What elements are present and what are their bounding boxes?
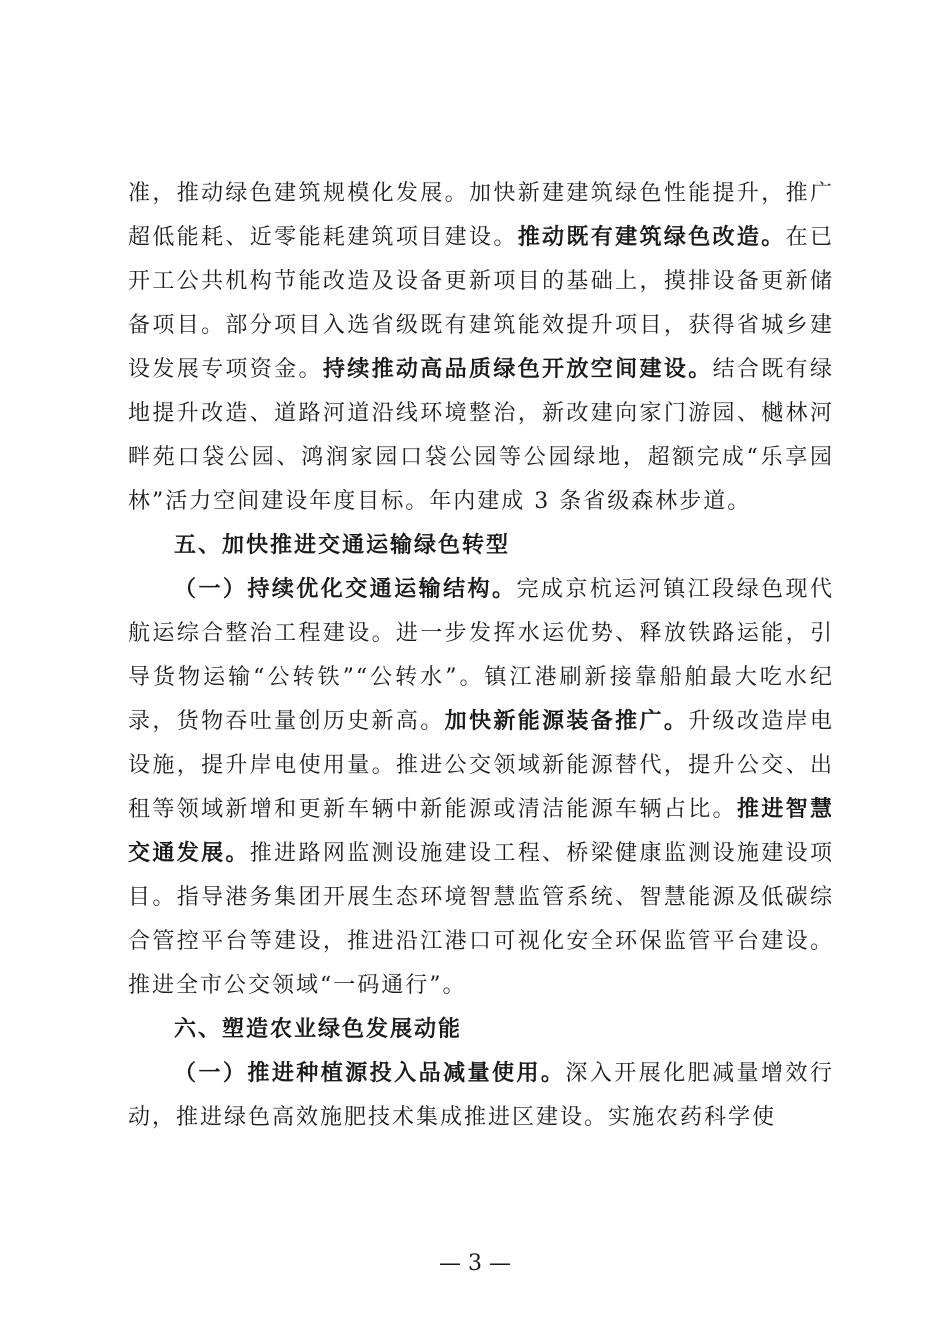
paragraph-emphasis: （一）推进种植源投入品减量使用。 [174,1061,566,1086]
paragraph-emphasis: 加快新能源装备推广。 [444,709,689,734]
section-heading-transport: 五、加快推进交通运输绿色转型 [174,533,511,558]
paragraph-text: 升级改造岸电设施，提升岸电使用量。推进公交领域新能源替代，提升公交、出租等领域新增和更新车辆中新能源或清洁能源车辆占比。 [128,709,834,822]
paragraph-emphasis: 推动既有建筑绿色改造。 [517,225,786,250]
paragraph-transport [128,568,834,1008]
paragraph-text: 完成京杭运河镇江段绿色现代航运综合整治工程建设。进一步发挥水运优势、释放铁路运能，引导货物运输“公转铁”“公转水”。镇江港刷新接靠船舶最大吃水纪录，货物吞吐量创历史新高。 [128,577,834,734]
paragraph-green-buildings [128,172,834,524]
section-heading-agriculture: 六、塑造农业绿色发展动能 [174,1017,463,1042]
paragraph-emphasis: 推进智慧交通发展。 [128,797,834,866]
paragraph-emphasis: 持续推动高品质绿色开放空间建设。 [322,357,713,382]
page-number: — 3 — [439,1251,511,1276]
paragraph-emphasis: （一）持续优化交通运输结构。 [174,577,517,602]
paragraph-text: 结合既有绿地提升改造、道路河道沿线环境整治，新改建向家门游园、樾林河畔苑口袋公园、鸿润家园口袋公园等公园绿地，超额完成“乐享园林”活力空间建设年度目标。年内建成 3 条省级森林步道。 [128,357,834,514]
paragraph-text: 准，推动绿色建筑规模化发展。加快新建建筑绿色性能提升，推广超低能耗、近零能耗建筑项目建设。 [128,181,834,250]
paragraph-agriculture [128,1052,834,1140]
paragraph-text: 推进路网监测设施建设工程、桥梁健康监测设施建设项目。指导港务集团开展生态环境智慧监管系统、智慧能源及低碳综合管控平台等建设，推进沿江港口可视化安全环保监管平台建设。推进全市公交领域“一码通行”。 [128,841,834,998]
document-body [128,172,834,1140]
paragraph-text: 深入开展化肥减量增效行动，推进绿色高效施肥技术集成推进区建设。实施农药科学使 [128,1061,834,1130]
paragraph-text: 在已开工公共机构节能改造及设备更新项目的基础上，摸排设备更新储备项目。部分项目入选省级既有建筑能效提升项目，获得省城乡建设发展专项资金。 [128,225,834,382]
